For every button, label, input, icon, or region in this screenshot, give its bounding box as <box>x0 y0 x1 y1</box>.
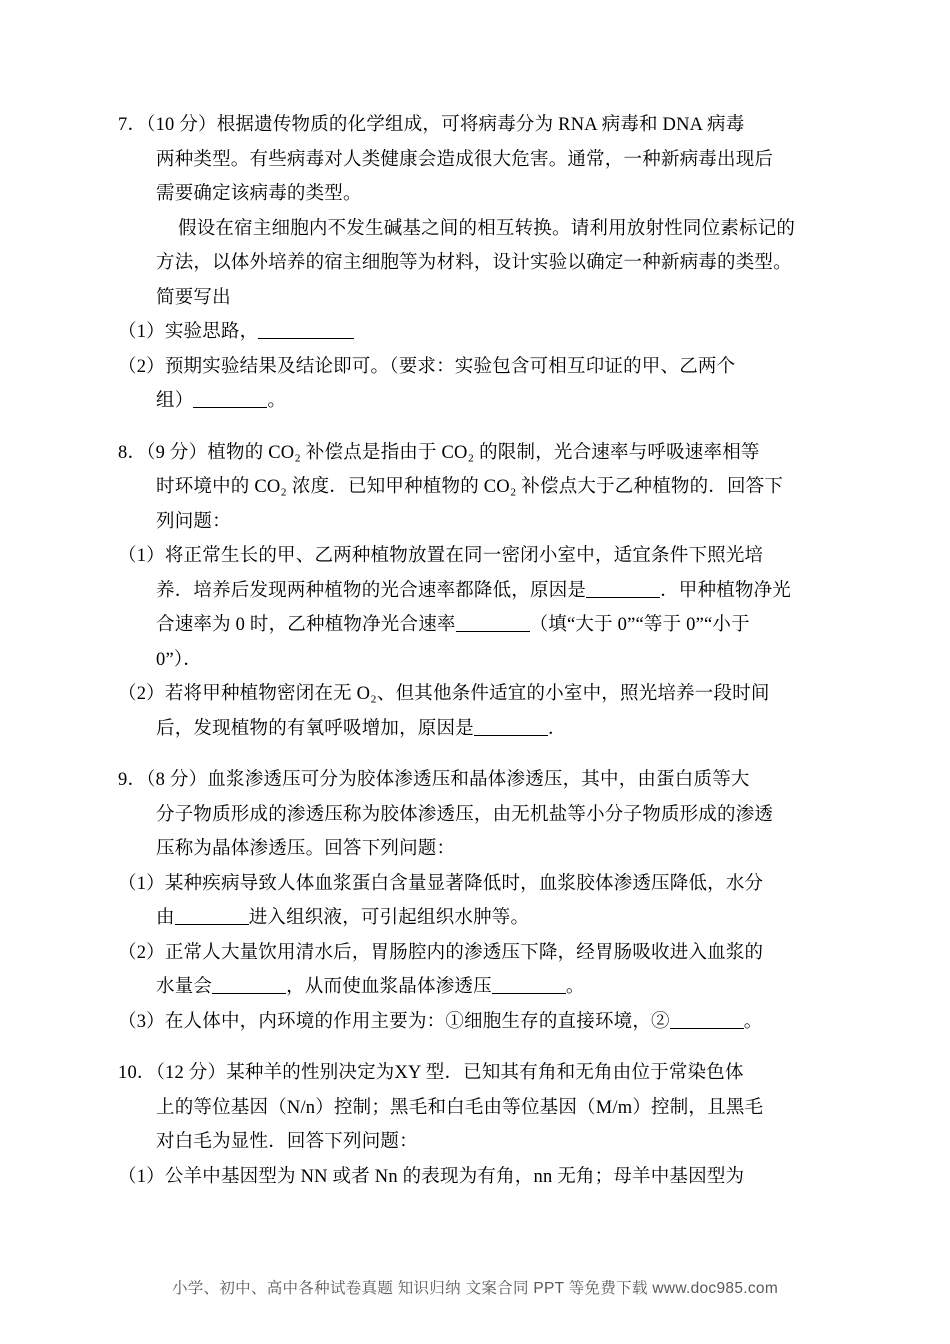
question-8-sub-1-line-2: 养．培养后发现两种植物的光合速率都降低，原因是 ．甲种植物净光 <box>156 580 792 601</box>
question-9-sub-2-line-2: 水量会 ，从而使血浆晶体渗透压 。 <box>156 977 585 997</box>
question-8-sub-1: （1）将正常生长的甲、乙两种植物放置在同一密闭小室中，适宜条件下照光培 <box>118 546 764 566</box>
answer-blank[interactable] <box>193 407 267 408</box>
question-10-sub-1: （1）公羊中基因型为 NN 或者 Nn 的表现为有角，nn 无角；母羊中基因型为 <box>118 1166 745 1187</box>
question-8-score: （9 分） <box>146 442 208 463</box>
question-10-number: 10． <box>118 1063 156 1083</box>
question-7-line-4: 假设在宿主细胞内不发生碱基之间的相互转换。请利用放射性同位素标记的 <box>178 218 796 239</box>
answer-blank[interactable] <box>474 735 548 736</box>
footer-site[interactable]: www.doc985.com <box>652 1280 779 1297</box>
question-8-sub-2-line-2: 后，发现植物的有氧呼吸增加，原因是 ． <box>156 718 567 739</box>
question-8-line-1: 8．（9 分）植物的 CO₂ 补偿点是指由于 CO₂ 的限制，光合速率与呼吸速率相等 <box>118 442 760 463</box>
answer-blank[interactable] <box>670 1028 744 1029</box>
question-7 <box>118 108 838 419</box>
answer-blank[interactable] <box>456 631 530 632</box>
question-7-line-6: 简要写出 <box>156 287 231 308</box>
question-9-line-2: 分子物质形成的渗透压称为胶体渗透压，由无机盐等小分子物质形成的渗透 <box>156 804 774 825</box>
question-10 <box>118 1056 838 1194</box>
question-9-sub-1-line-2: 由 进入组织液，可引起组织水肿等。 <box>156 908 530 928</box>
question-7-line-2: 两种类型。有些病毒对人类健康会造成很大危害。通常，一种新病毒出现后 <box>156 149 774 170</box>
question-7-line-3: 需要确定该病毒的类型。 <box>156 184 362 204</box>
question-7-number: 7． <box>118 115 147 135</box>
question-8 <box>118 436 838 747</box>
footer-text: 小学、初中、高中各种试卷真题 知识归纳 文案合同 PPT 等免费下载 <box>171 1280 648 1297</box>
answer-blank[interactable] <box>492 993 566 994</box>
question-9 <box>118 763 838 1039</box>
question-8-sub-1-line-3: 合速率为 0 时，乙种植物净光合速率 （填“大于 0”“等于 0”“小于 <box>156 615 750 635</box>
question-8-line-2: 时环境中的 CO₂ 浓度．已知甲种植物的 CO₂ 补偿点大于乙种植物的．回答下 <box>156 477 784 497</box>
question-9-sub-1: （1）某种疾病导致人体血浆蛋白含量显著降低时，血浆胶体渗透压降低，水分 <box>118 873 764 894</box>
question-9-line-3: 压称为晶体渗透压。回答下列问题： <box>156 839 456 859</box>
question-10-line-3: 对白毛为显性．回答下列问题： <box>156 1132 418 1152</box>
question-7-sub-2-cont: 组） 。 <box>156 391 287 411</box>
question-8-number: 8． <box>118 442 147 463</box>
answer-blank[interactable] <box>212 993 286 994</box>
question-7-line-1 <box>118 108 838 143</box>
answer-blank[interactable] <box>586 597 660 598</box>
question-8-sub-1-line-4: 0”）． <box>156 649 203 670</box>
answer-blank[interactable] <box>175 924 249 925</box>
question-7-line-5: 方法，以体外培养的宿主细胞等为材料，设计实验以确定一种新病毒的类型。 <box>156 253 792 273</box>
page-footer <box>0 1276 950 1298</box>
question-10-line-2: 上的等位基因（N/n）控制；黑毛和白毛由等位基因（M/m）控制，且黑毛 <box>156 1097 764 1118</box>
question-9-number: 9． <box>118 770 147 790</box>
question-10-score: （12 分） <box>155 1063 227 1083</box>
question-7-sub-2: （2）预期实验结果及结论即可。（要求：实验包含可相互印证的甲、乙两个 <box>118 356 736 377</box>
question-8-line-3: 列问题： <box>156 511 231 532</box>
question-10-line-1: 10．（12 分）某种羊的性别决定为XY 型．已知其有角和无角由位于常染色体 <box>118 1063 744 1083</box>
question-9-line-1: 9．（8 分）血浆渗透压可分为胶体渗透压和晶体渗透压，其中，由蛋白质等大 <box>118 770 750 790</box>
question-9-sub-2: （2）正常人大量饮用清水后，胃肠腔内的渗透压下降，经胃肠吸收进入血浆的 <box>118 942 764 963</box>
question-7-sub-1: （1）实验思路， <box>118 315 838 350</box>
question-8-sub-2: （2）若将甲种植物密闭在无 O₂、但其他条件适宜的小室中，照光培养一段时间 <box>118 684 770 704</box>
question-9-sub-3: （3）在人体中，内环境的作用主要为：①细胞生存的直接环境，② 。 <box>118 1011 763 1032</box>
question-9-score: （8 分） <box>146 770 208 790</box>
question-7-score: （10 分） <box>146 115 217 135</box>
answer-blank[interactable] <box>258 338 354 339</box>
question-7-text-1: 根据遗传物质的化学组成，可将病毒分为 RNA 病毒和 DNA 病毒 <box>216 115 745 135</box>
